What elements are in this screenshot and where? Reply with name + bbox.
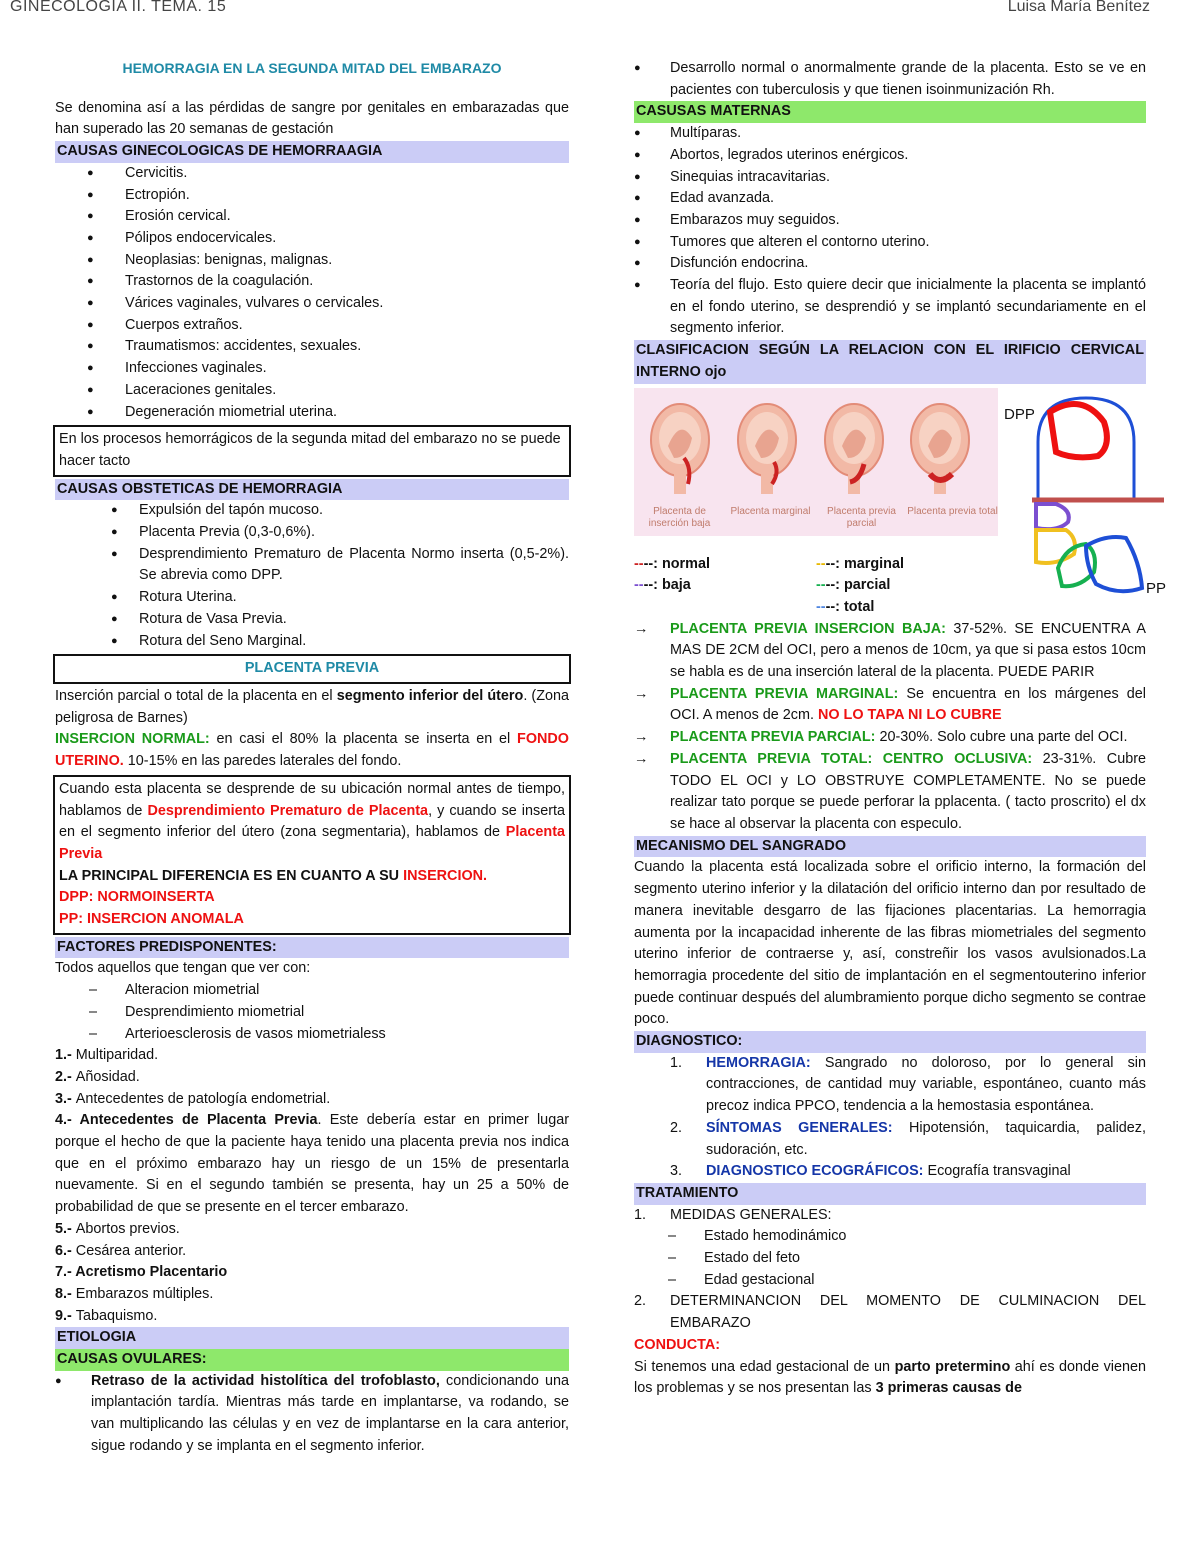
pp-low-insertion: → PLACENTA PREVIA INSERCION BAJA: 37-52%. SE ENCUENTRA A MAS DE 2CM del OCI, pero a menos de 10cm, ya que si pasa estos 10cm se habla es de una inserción lateral de la placenta. PUEDE PARIR <box>634 619 1146 684</box>
list-item: ● Placenta Previa (0,3-0,6%). <box>55 522 569 544</box>
dpp-label: DPP <box>1004 405 1035 423</box>
uterus-4 <box>911 404 969 494</box>
maternal-causes-list <box>634 123 1146 340</box>
list-item: – Arterioesclerosis de vasos miometrialess <box>55 1024 569 1046</box>
list-item: ● Neoplasias: benignas, malignas. <box>55 250 569 272</box>
list-item: ● Ectropión. <box>55 185 569 207</box>
list-item: – Desprendimiento miometrial <box>55 1002 569 1024</box>
placenta-previa-title: PLACENTA PREVIA <box>53 654 571 684</box>
list-item: ● Rotura del Seno Marginal. <box>55 631 569 653</box>
list-item: ● Embarazos muy seguidos. <box>634 210 1146 232</box>
list-item: ● Expulsión del tapón mucoso. <box>55 500 569 522</box>
list-item: ● Sinequias intracavitarias. <box>634 167 1146 189</box>
list-item: – Estado del feto <box>634 1248 1146 1270</box>
legend-parcial: ----: parcial <box>816 577 891 594</box>
list-item: ● Cervicitis. <box>55 163 569 185</box>
ovular-causes-cont <box>634 58 1146 101</box>
diag-3: 3. DIAGNOSTICO ECOGRÁFICOS: Ecografía transvaginal <box>670 1163 1071 1180</box>
label-low: Placenta de inserción baja <box>648 505 711 529</box>
list-item: ● Multíparas. <box>634 123 1146 145</box>
list-item: ● Várices vaginales, vulvares o cervicales. <box>55 293 569 315</box>
list-item: ● Rotura Uterina. <box>55 587 569 609</box>
ovular-causes-header: CAUSAS OVULARES: <box>55 1349 569 1371</box>
list-item: – Alteracion miometrial <box>55 980 569 1002</box>
factors-header: FACTORES PREDISPONENTES: <box>55 937 569 959</box>
label-partial: Placenta previa parcial <box>827 505 896 529</box>
factor-9: 9.- Tabaquismo. <box>55 1307 158 1324</box>
legend-normal: ----: normal <box>634 555 710 572</box>
list-item: ● Desprendimiento Prematuro de Placenta Normo inserta (0,5-2%). Se abrevia como DPP. <box>55 544 569 587</box>
etiology-header: ETIOLOGIA <box>55 1327 569 1349</box>
list-item: – Edad gestacional <box>634 1270 1146 1292</box>
list-item: ● Desarrollo normal o anormalmente grande de la placenta. Esto se ve en pacientes con tuberculosis y que tienen isoinmunización Rh. <box>634 58 1146 101</box>
left-column <box>55 58 569 1458</box>
list-item: ● Tumores que alteren el contorno uterino. <box>634 232 1146 254</box>
factors-dash-list <box>55 980 569 1045</box>
diag-2: 2. SÍNTOMAS GENERALES: Hipotensión, taquicardia, palidez, sudoración, etc. <box>670 1119 1146 1158</box>
uterus-3 <box>825 404 883 494</box>
label-total: Placenta previa total <box>907 505 998 517</box>
list-item: ● Cuerpos extraños. <box>55 315 569 337</box>
factor-4: 4.- Antecedentes de Placenta Previa. Este debería estar en primer lugar porque el hecho de que la paciente haya tenido una placenta previa nos indica que en el próximo embarazo hay un riesgo de un 15% de presentarla nuevamente. Si en el segundo también se presenta, hay un 25 a 50% de probabilidad de que se presente en el tercer embarazo. <box>55 1112 569 1216</box>
header-left: GINECOLOGIA II. TEMA. 15 <box>10 0 227 15</box>
pp-definition: Inserción parcial o total de la placenta en el segmento inferior del útero. (Zona peligrosa de Barnes) <box>55 687 570 726</box>
classification-header: CLASIFICACION SEGÚN LA RELACION CON EL IRIFICIO CERVICAL INTERNO ojo <box>634 340 1146 383</box>
list-item: ● Disfunción endocrina. <box>634 253 1146 275</box>
maternal-causes-header: CASUSAS MATERNAS <box>634 101 1146 123</box>
treatment-header: TRATAMIENTO <box>634 1183 1146 1205</box>
list-item: ● Infecciones vaginales. <box>55 358 569 380</box>
treatment-1: 1. MEDIDAS GENERALES: <box>634 1206 832 1223</box>
obs-causes-list <box>55 500 569 652</box>
list-item: ● Traumatismos: accidentes, sexuales. <box>55 336 569 358</box>
ovular-causes-list <box>55 1371 569 1458</box>
normal-insertion: INSERCION NORMAL: en casi el 80% la placenta se inserta en el FONDO UTERINO. 10-15% en las paredes laterales del fondo. <box>55 731 569 770</box>
mechanism-text: Cuando la placenta está localizada sobre el orificio interno, la formación del segmento uterino inferior y la dilatación del orificio interno dan por resultado de manera inevitable desgarro de las fijaciones placentarias. La hemorragia aumenta por la incapacidad inherente de las fibras miometriales del segmento uterino inferior de contraerse y, así, constreñir los vasos avulsionados.La hemorragia procedente del sitio de implantación en el segmentouterino inferior puede continuar después del alumbramiento porque dicho segmento se contrae poco. <box>634 859 1146 1028</box>
legend-baja: ----: baja <box>634 577 691 594</box>
obs-causes-header: CAUSAS OBSTETICAS DE HEMORRAGIA <box>55 479 569 501</box>
label-marginal: Placenta marginal <box>730 505 811 517</box>
factor-7: 7.- Acretismo Placentario <box>55 1264 228 1281</box>
uterus-sketch <box>1006 396 1166 610</box>
list-item: ● Laceraciones genitales. <box>55 380 569 402</box>
list-item: – Estado hemodinámico <box>634 1226 1146 1248</box>
list-item: ● Erosión cervical. <box>55 206 569 228</box>
difference-box: Cuando esta placenta se desprende de su ubicación normal antes de tiempo, hablamos de Desprendimiento Prematuro de Placenta, y cuando se inserta en el segmento inferior del útero (zona segmentaria), hablamos de Placenta Previa LA PRINCIPAL DIFERENCIA ES EN CUANTO A SU INSERCION. DPP: NORMOINSERTA PP: INSERCION ANOMALA <box>53 775 571 935</box>
header-right: Luisa María Benítez <box>1007 0 1150 15</box>
conduct-header: CONDUCTA: <box>634 1336 721 1353</box>
pp-total: → PLACENTA PREVIA TOTAL: CENTRO OCLUSIVA: 23-31%. Cubre TODO EL OCI y LO OBSTRUYE COMPLETAMENTE. No se puede realizar tato porque se puede perforar la pplacenta. ( tacto proscrito) el dx se hace al observar la placenta con especulo. <box>634 749 1146 836</box>
list-item: ● Degeneración miometrial uterina. <box>55 402 569 424</box>
factor-6: 6.- Cesárea anterior. <box>55 1242 187 1259</box>
legend-total: ----: total <box>816 598 875 615</box>
legend-marginal: ----: marginal <box>816 555 904 572</box>
diag-1: 1. HEMORRAGIA: Sangrado no doloroso, por lo general sin contracciones, de cantidad muy variable, espontáneo, cuanto más precoz indica PPCO, tendencia a la hemostasia espontánea. <box>670 1054 1146 1115</box>
no-touch-note: En los procesos hemorrágicos de la segunda mitad del embarazo no se puede hacer tacto <box>53 425 571 476</box>
list-item: ● Teoría del flujo. Esto quiere decir que inicialmente la placenta se implantó en el fondo uterino, se desprendió y se implantó secundariamente en el segmento inferior. <box>634 275 1146 340</box>
factor-1: 1.- Multiparidad. <box>55 1047 159 1064</box>
mechanism-header: MECANISMO DEL SANGRADO <box>634 836 1146 858</box>
gyn-causes-header: CAUSAS GINECOLOGICAS DE HEMORRAAGIA <box>55 141 569 163</box>
list-item: ● Edad avanzada. <box>634 188 1146 210</box>
pp-marginal: → PLACENTA PREVIA MARGINAL: Se encuentra en los márgenes del OCI. A menos de 2cm. NO LO TAPA NI LO CUBRE <box>634 684 1146 727</box>
intro-text: Se denomina así a las pérdidas de sangre por genitales en embarazadas que han superado las 20 semanas de gestación <box>55 99 569 138</box>
treatment-dash-list <box>634 1226 1146 1291</box>
factor-3: 3.- Antecedentes de patología endometrial. <box>55 1090 331 1107</box>
factor-8: 8.- Embarazos múltiples. <box>55 1285 214 1302</box>
list-item: ● Abortos, legrados uterinos enérgicos. <box>634 145 1146 167</box>
conduct-text: Si tenemos una edad gestacional de un parto pretermino ahí es donde vienen los problemas y se nos presentan las 3 primeras causas de <box>634 1358 1147 1397</box>
factor-2: 2.- Añosidad. <box>55 1068 140 1085</box>
page-title: HEMORRAGIA EN LA SEGUNDA MITAD DEL EMBARAZO <box>122 60 502 76</box>
factors-intro: Todos aquellos que tengan que ver con: <box>55 960 311 977</box>
list-item: ● Retraso de la actividad histolítica del trofoblasto, condicionando una implantación tardía. Mientras más tarde en implantarse, va rodando, se van multiplicando las células y en vez de implantarse en la cara anterior, sigue rodando y se implanta en el segmento inferior. <box>55 1371 569 1458</box>
factor-5: 5.- Abortos previos. <box>55 1220 180 1237</box>
list-item: ● Pólipos endocervicales. <box>55 228 569 250</box>
uterus-2 <box>738 404 796 494</box>
uterus-1 <box>651 404 709 494</box>
list-item: ● Trastornos de la coagulación. <box>55 271 569 293</box>
treatment-2: 2. DETERMINANCION DEL MOMENTO DE CULMINACION DEL EMBARAZO <box>634 1293 1146 1332</box>
list-item: ● Rotura de Vasa Previa. <box>55 609 569 631</box>
right-column <box>634 58 1167 1400</box>
gyn-causes-list <box>55 163 569 423</box>
pp-partial: → PLACENTA PREVIA PARCIAL: 20-30%. Solo cubre una parte del OCI. <box>634 727 1146 749</box>
placenta-illustration <box>634 388 998 536</box>
pp-label: PP <box>1146 579 1167 597</box>
diagnosis-header: DIAGNOSTICO: <box>634 1031 1146 1053</box>
